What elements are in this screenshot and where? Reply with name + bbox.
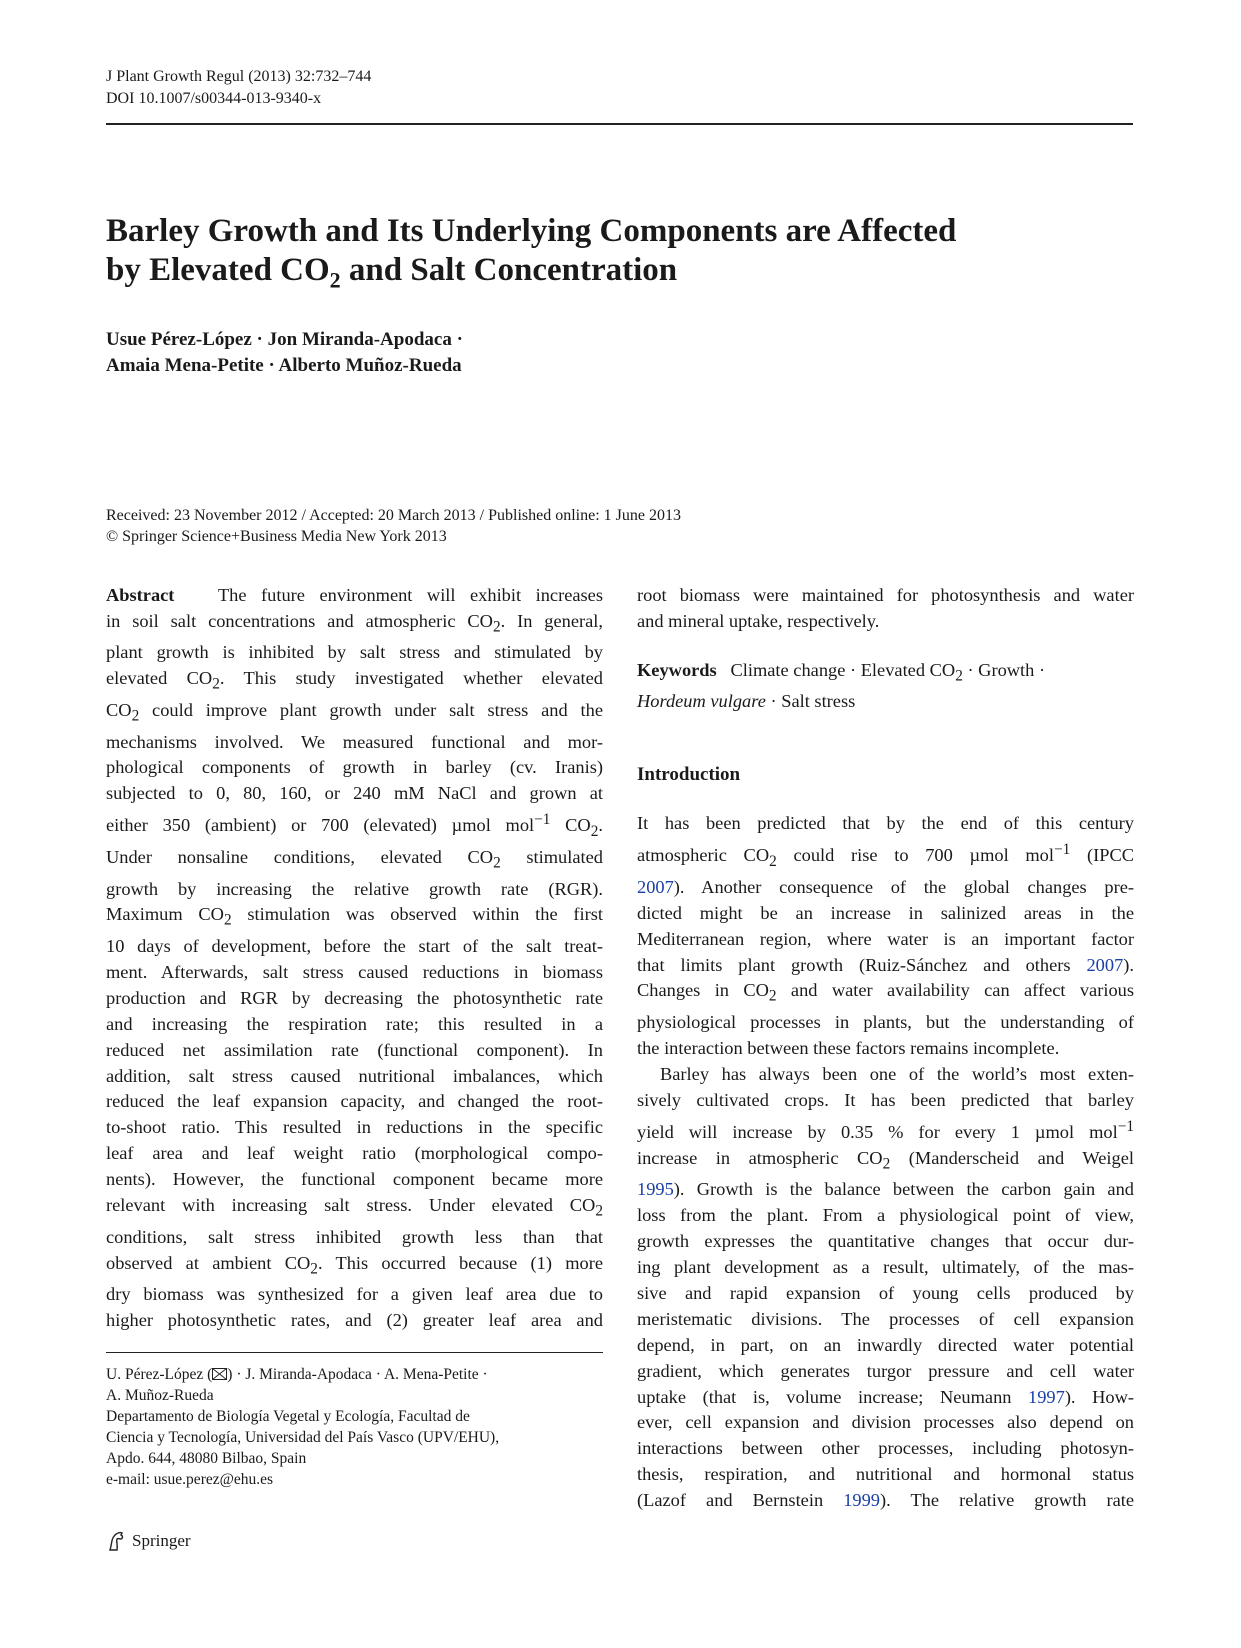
footnote-affiliation: Apdo. 644, 48080 Bilbao, Spain [106, 1450, 307, 1467]
abstract-column [106, 583, 603, 1334]
abstract-line: dry biomass was synthesized for a given leaf area due to [106, 1284, 603, 1305]
abstract-line: phological components of growth in barley (cv. Iranis) [106, 757, 603, 778]
footnote-authors: U. Pérez-López ( ) · J. Miranda-Apodaca · A. Mena-Petite · [106, 1366, 488, 1383]
citation-link[interactable]: 2007 [1086, 954, 1124, 975]
article-title [106, 212, 1106, 300]
doi: DOI 10.1007/s00344-013-9340-x [106, 90, 322, 107]
introduction-heading: Introduction [637, 764, 741, 786]
abstract-line: subjected to 0, 80, 160, or 240 mM NaCl and grown at [106, 783, 603, 804]
keywords-line: Hordeum vulgare · Salt stress [637, 691, 856, 712]
abstract-line: in soil salt concentrations and atmospheric $CO_2$. In general, [106, 610, 604, 636]
abstract-line: elevated $CO_2$. This study investigated whether elevated [106, 668, 603, 694]
abstract-line: addition, salt stress caused nutritional imbalances, which [106, 1065, 603, 1086]
abstract-line: relevant with increasing salt stress. Under elevated $CO_2$ [106, 1195, 603, 1220]
intro-line: increase in atmospheric $CO_2$ (Manderscheid and Weigel [637, 1147, 1134, 1173]
intro-line: dicted might be an increase in salinized areas in the [637, 902, 1134, 923]
footnote-affiliation: Ciencia y Tecnología, Universidad del País Vasco (UPV/EHU), [106, 1429, 500, 1446]
intro-line: It has been predicted that by the end of this century [637, 813, 1134, 834]
copyright-line: © Springer Science+Business Media New York 2013 [106, 528, 447, 545]
journal-citation: J Plant Growth Regul (2013) 32:732–744 [106, 68, 372, 85]
intro-line: the interaction between these factors remains incomplete. [637, 1037, 1060, 1058]
footnote-author-last: A. Muñoz-Rueda [106, 1387, 214, 1404]
abstract-continued-line: and mineral uptake, respectively. [637, 610, 880, 631]
intro-line: uptake (that is, volume increase; Neumann 1997). How- [637, 1386, 1134, 1407]
intro-line: yield will increase by 0.35 % for every 1 µmol mol$^{-1}$ [637, 1117, 1134, 1142]
citation-link[interactable]: 1999 [843, 1490, 880, 1511]
abstract-line: mechanisms involved. We measured functional and mor- [106, 731, 603, 752]
intro-line: thesis, respiration, and nutritional and hormonal status [637, 1464, 1134, 1485]
intro-line: Barley has always been one of the world’s most exten- [660, 1063, 1134, 1084]
abstract-line: plant growth is inhibited by salt stress and stimulated by [106, 642, 603, 663]
abstract-line: leaf area and leaf weight ratio (morphological compo- [106, 1143, 603, 1164]
intro-line: ever, cell expansion and division processes also depend on [637, 1412, 1134, 1433]
citation-link[interactable]: 1995 [637, 1179, 674, 1200]
abstract-line: ment. Afterwards, salt stress caused reductions in biomass [106, 961, 603, 982]
page-footer [106, 1530, 191, 1552]
authors-line-2: Amaia Mena-Petite · Alberto Muñoz-Rueda [106, 355, 462, 376]
intro-line: that limits plant growth (Ruiz-Sánchez and others 2007). [637, 954, 1134, 975]
footnote-rule [106, 1352, 603, 1353]
header-rule [106, 123, 1133, 125]
intro-line: Changes in $CO_2$ and water availability can affect various [637, 980, 1134, 1006]
abstract-line: to-shoot ratio. This resulted in reductions in the specific [106, 1117, 603, 1138]
intro-line: ing plant development as a result, ultimately, of the mas- [637, 1256, 1134, 1277]
abstract-line: reduced the leaf expansion capacity, and changed the root- [106, 1091, 603, 1112]
intro-line: sively cultivated crops. It has been predicted that barley [637, 1089, 1134, 1110]
abstract-line: either 350 (ambient) or 700 (elevated) µmol mol$^{-1}$ $CO_2$. [106, 811, 603, 841]
springer-horse-icon [106, 1530, 126, 1552]
intro-line: atmospheric $CO_2$ could rise to 700 µmol mol$^{-1}$ (IPCC [637, 841, 1134, 870]
abstract-line: nents). However, the functional component became more [106, 1169, 603, 1190]
abstract-line: conditions, salt stress inhibited growth less than that [106, 1226, 603, 1247]
title-line-1: Barley Growth and Its Underlying Components are Affected [106, 213, 957, 249]
intro-line: gradient, which generates turgor pressure and cell water [637, 1360, 1134, 1381]
intro-line: loss from the plant. From a physiological point of view, [637, 1205, 1134, 1226]
intro-line: Mediterranean region, where water is an important factor [637, 928, 1134, 949]
abstract-continued-line: root biomass were maintained for photosynthesis and water [637, 585, 1134, 605]
authors-line-1: Usue Pérez-López · Jon Miranda-Apodaca · [106, 329, 463, 350]
abstract-line: Abstract The future environment will exhibit increases [106, 585, 603, 605]
abstract-line: growth by increasing the relative growth rate (RGR). [106, 878, 603, 899]
intro-line: 1995). Growth is the balance between the carbon gain and [637, 1179, 1134, 1200]
abstract-line: Maximum $CO_2$ stimulation was observed within the first [106, 904, 603, 930]
footnote-affiliation: Departamento de Biología Vegetal y Ecología, Facultad de [106, 1408, 470, 1425]
intro-line: 2007). Another consequence of the global changes pre- [637, 876, 1134, 897]
abstract-line: production and RGR by decreasing the photosynthetic rate [106, 987, 603, 1008]
title-line-2: by Elevated $CO_2$ and Salt Concentration [106, 252, 678, 293]
keywords-heading: Keywords [637, 659, 717, 680]
intro-line: physiological processes in plants, but the understanding of [637, 1012, 1134, 1033]
running-header [106, 66, 371, 110]
citation-link[interactable]: 2007 [637, 876, 674, 897]
publication-history [106, 505, 681, 547]
author-list [106, 327, 463, 379]
publisher-name: Springer [132, 1531, 191, 1550]
abstract-line: 10 days of development, before the start of the salt treat- [106, 936, 603, 957]
keywords-line: Keywords Climate change · Elevated $CO_2$ · Growth · [637, 659, 1046, 685]
abstract-line: observed at ambient $CO_2$. This occurred because (1) more [106, 1252, 603, 1278]
intro-line: (Lazof and Bernstein 1999). The relative growth rate [637, 1490, 1134, 1511]
dates-line: Received: 23 November 2012 / Accepted: 20 March 2013 / Published online: 1 June 2013 [106, 507, 681, 524]
envelope-icon [212, 1368, 227, 1380]
intro-line: sive and rapid expansion of young cells produced by [637, 1282, 1134, 1303]
author-footnote [106, 1364, 606, 1490]
intro-line: interactions between other processes, including photosyn- [637, 1438, 1134, 1459]
footnote-email[interactable]: e-mail: usue.perez@ehu.es [106, 1471, 274, 1488]
abstract-line: higher photosynthetic rates, and (2) greater leaf area and [106, 1310, 603, 1331]
abstract-line: and increasing the respiration rate; this resulted in a [106, 1013, 603, 1034]
abstract-line: reduced net assimilation rate (functional component). In [106, 1039, 603, 1060]
abstract-line: Under nonsaline conditions, elevated $CO_2$ stimulated [106, 846, 603, 872]
intro-line: meristematic divisions. The processes of cell expansion [637, 1308, 1134, 1329]
abstract-line: $CO_2$ could improve plant growth under salt stress and the [106, 699, 603, 725]
intro-line: depend, in part, on an inwardly directed water potential [637, 1334, 1134, 1355]
abstract-heading: Abstract [106, 585, 175, 605]
right-column [637, 583, 1134, 1514]
intro-line: growth expresses the quantitative changes that occur dur- [637, 1231, 1134, 1252]
citation-link[interactable]: 1997 [1028, 1386, 1065, 1407]
